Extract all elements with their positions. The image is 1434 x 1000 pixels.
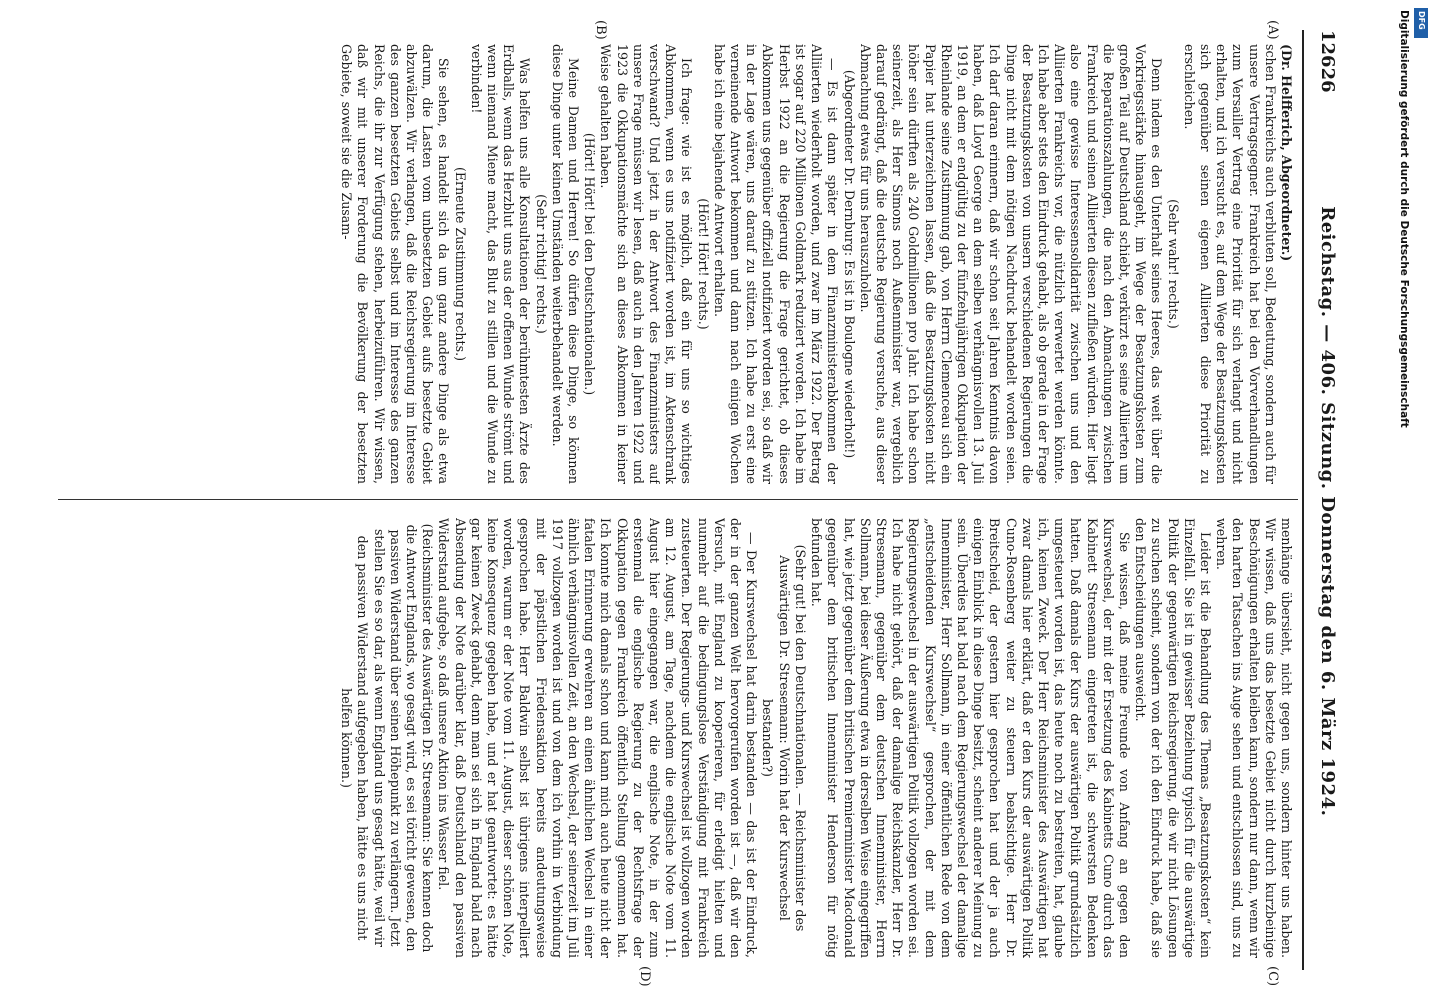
interjection: (Abgeordneter Dr. Dernburg: Es ist in Boulogne wiederholt!) [841,69,857,459]
paragraph: Meine Damen und Herren! So dürfen diese Dinge, so können diese Dinge unter keinen Umständen weiterbehandelt werden. [549,44,582,484]
column-divider [58,499,1298,500]
paragraph: Sie wissen, daß meine Freunde von Anfang an gegen den Kurswechsel, der mit der Ersetzung des Kabinetts Cuno durch das Kabinett Stresemann eingetreten ist, die schwersten Bedenken hatten. Daß damals der Kurs der auswärtigen Politik grundsätzlich umgesteuert worden ist, das heute noch zu bestreiten, hat, glaube ich, keinen Zweck. Der Herr Reichsminister des Auswärtigen hat zwar damals hier erklärt, daß er den Kurs der auswärtigen Politik Cuno-Rosenberg weiter zu steuern beabsichtige. Herr Dr. Breitscheid, der gestern hier gesprochen hat und der ja auch einigen Einblick in diese Dinge besitzt, scheint anderer Meinung zu sein. Überdies hat bald nach dem Regierungswechsel der damalige Innenminister, Herr Sollmann, in einer öffentlichen Rede von dem „entscheidenden Kurswechsel“ gesprochen, der mit dem Regierungswechsel in der auswärtigen Politik vollzogen worden sei. Ich habe nicht gehört, daß der damalige Reichskanzler, Herr Dr. Stresemann, gegenüber dem deutschen Innenminister, Herrn Sollmann, bei dieser Äußerung etwa in derselben Weise eingegriffen hat, wie jetzt gegenüber dem britischen Premierminister Macdonald gegenüber dem britischen Innenminister Henderson für nötig befunden hat. [809,518,1132,958]
left-column [49,44,1294,484]
right-column [49,518,1294,958]
paragraph: Sie sehen, es handelt sich da um ganz andere Dinge als etwa darum, die Lasten vom unbesetzten Gebiet aufs besetzte Gebiet abzuwälzen. Wir verlangen, daß die Reichsregierung im Interesse des ganzen besetzten Gebiets selbst und im Interesse des ganzen Reichs, die ihr zur Verfügung stehen, herbeizuführen. Wir wissen, daß wir mit unserer Forderung die Bevölkerung der besetzten Gebiete, soweit sie die Zusam- [339,44,452,484]
paragraph: — Es ist dann später in dem Finanzministerabkommen der Alliierten wiederholt worden, und zwar im März 1922. Der Betrag ist sogar auf 220 Millionen Goldmark reduziert worden. Ich habe im Herbst 1922 an die Regierung die Frage gerichtet, ob dieses Abkommen uns gegenüber offiziell notifiziert worden sei, so daß wir in der Lage wären, uns darauf zu stützen. Ich habe zu erst eine verneinende Antwort bekommen und dann nach einigen Wochen habe ich eine bejahende Antwort erhalten. [711,44,841,484]
margin-marker-c: (C) [1265,966,1280,987]
paragraph: menhänge übersieht, nicht gegen uns, sondern hinter uns haben. Wir wissen, daß uns das besetzte Gebiet nicht durch kurzbeinige Beschönigungen erhalten bleiben kann, sondern nur dann, wenn wir den harten Tatsachen ins Auge sehen und entschlossen sind, uns zu wehren. [1214,518,1294,958]
paragraph: Ich frage: wie ist es möglich, daß ein für uns so wichtiges Abkommen, wenn es uns notifiziert worden ist, im Aktenschrank verschwand? Und jetzt in der Antwort des Finanzministers auf unsere Frage müssen wir lesen, daß auch in den Jahren 1922 und 1923 die Okkupationsmächte sich an dieses Abkommen in keiner Weise gehalten haben. [598,44,695,484]
running-title: Reichstag. — 406. Sitzung. Donnerstag den 6. März 1924. [1317,206,1338,817]
margin-marker-b: (B) [593,20,608,40]
margin-marker-d: (D) [637,966,652,987]
dfg-logo [1414,8,1428,38]
dfg-logo-text: DFG [1417,11,1426,30]
interjection: (Hört! Hört! rechts.) [695,198,711,330]
page-number: 12626 [1317,30,1338,93]
paragraph: Denn indem es den Unterhalt seines Heeres, das weit über die Vorkriegsstärke hinausgeht, im Wege der Besatzungskosten zum großen Teil auf Deutschland schiebt, verkürzt es seine Alliierten um die Reparationszahlungen, die nach den Abmachungen zwischen Frankreich und seinen Alliierten diesen zufließen würden. Hier liegt also eine gewisse Interessensolidarität zwischen uns und den Alliierten Frankreichs vor, die nützlich verwertet werden könnte. Ich habe aber stets den Eindruck gehabt, als ob gerade in der Frage der Besatzungskosten von unsern verschiedenen Regierungen die Dinge nicht mit dem nötigen Nachdruck behandelt worden seien. Ich darf daran erinnern, daß wir schon seit Jahren Kenntnis davon haben, daß Lloyd George an dem selben verhängnisvollen 13. Juli 1919, an dem er endgültig zu der fünfzehnjährigen Okkupation der Rheinlande seine Zustimmung gab, von Herrn Clemenceau sich ein Papier hat unterzeichnen lassen, daß die Besatzungskosten nicht höher sein dürften als 240 Goldmillionen pro Jahr. Ich habe schon seinerzeit, als Herr Simons noch Außenminister war, vergeblich darauf gedrängt, daß die deutsche Regierung versuche, aus dieser Abmachung etwas für uns herauszuholen. [857,44,1165,484]
interjection: (Reichsminister des Auswärtigen Dr. Stresemann: Sie kennen doch die Antwort Englands, wo gesagt wird, es sei töricht gewesen, den passiven Widerstand über seinen Höhepunkt zu verlängern. Jetzt stellen Sie es so dar, als wenn England uns gesagt hätte, weil wir den passiven Widerstand aufgegeben haben, hätte es uns nicht helfen können.) [339,523,436,953]
paragraph: Was helfen uns alle Konsultationen der berühmtesten Ärzte des Erdballs, wenn das Herzblut uns aus der offenen Wunde strömt und wenn niemand Miene macht, das Blut zu stillen und die Wunde zu verbinden! [468,44,533,484]
interjection: (Erneute Zustimmung rechts.) [452,167,468,361]
header-rule [1302,30,1304,970]
paragraph: schen Frankreichs auch verbluten soll, Bedeutung, sondern auch für unsere Vertragsgegner. Frankreich hat bei den Vorverhandlungen zum Versailler Vertrag eine Priorität für sich verlangt und nicht erhalten, und ich versucht es, auf dem Wege der Besatzungskosten sich gegenüber seinen eigenen Alliierten diese Priorität zu erschleichen. [1181,44,1278,484]
interjection: (Sehr wahr! rechts.) [1165,199,1181,329]
interjection: (Hört! Hört! bei den Deutschnationalen.) [582,132,598,396]
page-header [1308,30,1338,970]
digitization-note-text: Digitalisierung gefördert durch die Deutsche Forschungsgemeinschaft [1398,10,1410,428]
interjection: (Sehr richtig! rechts.) [533,194,549,334]
interjection: (Sehr gut! bei den Deutschnationalen. — Reichsminister des Auswärtigen Dr. Stresemann: Worin hat der Kurswechsel bestanden?) [760,544,808,932]
margin-marker-a: (A) [1265,20,1280,40]
paragraph: Leider ist die Behandlung des Themas „Besatzungskosten“ kein Einzelfall. Sie ist in gewisser Beziehung typisch für die auswärtige Politik der gegenwärtigen Reichsregierung, die wir nicht Lösungen zu suchen scheint, sondern von der ich den Eindruck habe, daß sie den Entscheidungen ausweicht. [1133,518,1213,958]
speaker-line: (Dr. Helfferich, Abgeordneter.) [1279,44,1294,262]
paragraph: — Der Kurswechsel hat darin bestanden — das ist der Eindruck, der in der ganzen Welt hervorgerufen worden ist —, daß wir den Versuch, mit England zu kooperieren, für erledigt hielten und nunmehr auf die bedingungslose Verständigung mit Frankreich zusteuerten. Der Regierungs- und Kurswechsel ist vollzogen worden am 12. August, am Tage, nachdem die englische Note vom 11. August hier eingegangen war, die englische Note, in der zum erstenmal die englische Regierung zu der Rechtsfrage der Okkupation gegen Frankreich öffentlich Stellung genommen hat. Ich konnte mich damals schon und kann mich auch heute nicht der fatalen Erinnerung erwehren an einen ähnlichen Wechsel in einer ähnlich verhängnisvollen Zeit, an den Wechsel, der seinerzeit im Juli 1917 vollzogen worden ist und von dem ich vorhin in Verbindung mit der päpstlichen Friedensaktion bereits andeutungsweise gesprochen habe. Herr Baldwin selbst ist übrigens interpelliert worden, warum er der Note vom 11. August, dieser schönen Note, keine Konsequenz gegeben habe, und er hat geantwortet: es hätte gar keinen Zweck gehabt, denn man sei sich in England bald nach Absendung der Note darüber klar, daß Deutschland den passiven Widerstand aufgebe, so daß unsere Aktion ins Wasser fiel. [436,518,760,958]
digitization-note [1388,10,1418,990]
